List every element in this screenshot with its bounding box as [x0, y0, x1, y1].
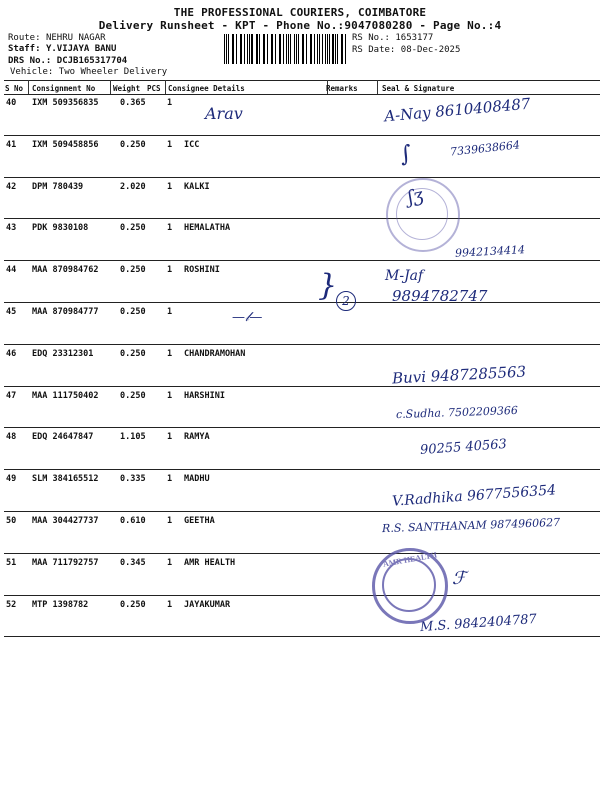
row-rule	[4, 344, 600, 345]
col-divider	[165, 80, 166, 94]
row-weight: 0.345	[120, 558, 146, 568]
row-sno: 50	[6, 516, 17, 526]
circular-stamp-faded	[386, 178, 460, 252]
rs-date-line: RS Date: 08-Dec-2025	[352, 45, 461, 55]
row-consignee: AMR HEALTH	[184, 558, 236, 568]
row-consignment: MAA 111750402	[32, 391, 99, 401]
circled-count-mark: 2	[336, 291, 356, 311]
row-sno: 44	[6, 265, 17, 275]
signature-48a: c.Sudha. 7502209366	[395, 403, 519, 422]
row-pcs: 1	[167, 349, 173, 359]
row-consignee: MADHU	[184, 474, 210, 484]
barcode	[224, 34, 348, 64]
row-rule	[4, 595, 600, 596]
company-title: THE PROFESSIONAL COURIERS, COIMBATORE	[173, 6, 427, 19]
row-weight: 1.105	[120, 432, 146, 442]
row-weight: 0.250	[120, 223, 146, 233]
row-rule	[4, 427, 600, 428]
signature-51: R.S. SANTHANAM 9874960627	[381, 515, 561, 536]
barcode-bar	[259, 34, 260, 64]
row-weight: 0.250	[120, 265, 146, 275]
row-consignee: KALKI	[184, 182, 210, 192]
row-weight: 0.250	[120, 600, 146, 610]
col-remarks: Remarks	[326, 84, 358, 93]
row-pcs: 1	[167, 140, 173, 150]
row-consignment: IXM 509356835	[32, 98, 99, 108]
signature-43: 9942134414	[454, 243, 526, 260]
row-consignment: PDK 9830108	[32, 223, 89, 233]
barcode-bar	[232, 34, 233, 64]
row-consignment: EDQ 23312301	[32, 349, 94, 359]
barcode-bar	[275, 34, 276, 64]
vehicle-line: Vehicle: Two Wheeler Delivery	[10, 67, 168, 77]
handwritten-name: Arav	[205, 104, 243, 123]
signature-50: V.Radhika 9677556354	[391, 482, 557, 510]
row-consignment: MAA 870984777	[32, 307, 99, 317]
row-consignee: HARSHINI	[184, 391, 225, 401]
rs-no-line: RS No.: 1653177	[352, 33, 434, 43]
col-divider	[28, 80, 29, 94]
col-consignment: Consignment No	[32, 84, 96, 93]
col-weight: Weight	[113, 84, 141, 93]
barcode-bar	[311, 34, 312, 64]
row-rule	[4, 553, 600, 554]
row-pcs: 1	[167, 265, 173, 275]
row-weight: 2.020	[120, 182, 146, 192]
col-divider	[110, 80, 111, 94]
row-pcs: 1	[167, 432, 173, 442]
row-consignment: MAA 870984762	[32, 265, 99, 275]
row-pcs: 1	[167, 391, 173, 401]
rs-no-value: 1653177	[395, 33, 434, 43]
row-weight: 0.250	[120, 391, 146, 401]
barcode-bar	[325, 34, 326, 64]
row-consignment: SLM 384165512	[32, 474, 99, 484]
row-pcs: 1	[167, 223, 173, 233]
row-sno: 46	[6, 349, 17, 359]
row-pcs: 1	[167, 516, 173, 526]
row-sno: 47	[6, 391, 17, 401]
vehicle-value: Two Wheeler Delivery	[58, 67, 168, 77]
row-rule	[4, 386, 600, 387]
row-rule	[4, 177, 600, 178]
barcode-bar	[298, 34, 299, 64]
barcode-bar	[319, 34, 320, 64]
barcode-bar	[267, 34, 268, 64]
row-rule	[4, 302, 600, 303]
signature-41: 7339638664	[449, 138, 521, 159]
row-sno: 48	[6, 432, 17, 442]
amr-health-stamp: AMR HEALTH	[372, 548, 448, 624]
row-consignment: IXM 509458856	[32, 140, 99, 150]
barcode-bar	[290, 34, 291, 64]
signature-41-mark: ∫	[398, 141, 414, 168]
col-divider	[377, 80, 378, 94]
drs-line: DRS No.: DCJB165317704	[8, 56, 128, 66]
row-sno: 40	[6, 98, 17, 108]
row-consignee: GEETHA	[184, 516, 215, 526]
handwritten-mark-45: —𝓁—	[232, 310, 263, 325]
signature-42-mark: ʃʒ	[405, 184, 426, 209]
row-weight: 0.250	[120, 140, 146, 150]
barcode-bar	[247, 34, 248, 64]
barcode-bar	[224, 34, 225, 64]
header-top-rule	[4, 80, 600, 81]
row-consignee: HEMALATHA	[184, 223, 231, 233]
row-rule	[4, 636, 600, 637]
route-value: NEHRU NAGAR	[45, 33, 106, 43]
barcode-bar	[244, 34, 245, 64]
row-consignee: ICC	[184, 140, 200, 150]
row-pcs: 1	[167, 307, 173, 317]
row-sno: 42	[6, 182, 17, 192]
row-consignment: MTP 1398782	[32, 600, 89, 610]
row-weight: 0.250	[120, 307, 146, 317]
row-pcs: 1	[167, 98, 173, 108]
row-weight: 0.250	[120, 349, 146, 359]
row-rule	[4, 511, 600, 512]
row-sno: 51	[6, 558, 17, 568]
row-consignee: CHANDRAMOHAN	[184, 349, 246, 359]
row-weight: 0.335	[120, 474, 146, 484]
row-consignee: ROSHINI	[184, 265, 220, 275]
row-sno: 49	[6, 474, 17, 484]
row-rule	[4, 260, 600, 261]
row-pcs: 1	[167, 558, 173, 568]
signature-52-mark: ℱ	[452, 568, 467, 589]
col-pcs: PCS	[147, 84, 161, 93]
runsheet-subtitle: Delivery Runsheet - KPT - Phone No.:9047080280 - Page No.:4	[98, 19, 502, 32]
bracket-mark: }	[318, 268, 338, 303]
signature-47: Buvi 9487285563	[391, 362, 527, 388]
row-sno: 43	[6, 223, 17, 233]
staff-value: Y.VIJAYA BANU	[45, 44, 117, 54]
col-seal: Seal & Signature	[382, 84, 455, 93]
signature-40: A-Nay 8610408487	[383, 94, 532, 126]
row-sno: 45	[6, 307, 17, 317]
row-consignee: JAYAKUMAR	[184, 600, 231, 610]
barcode-bar	[271, 34, 272, 64]
route-line: Route: NEHRU NAGAR	[8, 33, 106, 43]
barcode-bar	[335, 34, 336, 64]
row-consignment: EDQ 24647847	[32, 432, 94, 442]
row-rule	[4, 218, 600, 219]
row-sno: 52	[6, 600, 17, 610]
barcode-bar	[332, 34, 333, 64]
row-pcs: 1	[167, 600, 173, 610]
barcode-bar	[342, 34, 343, 64]
col-sno: S No	[5, 84, 24, 93]
barcode-bar	[306, 34, 307, 64]
barcode-bar	[233, 34, 234, 64]
barcode-bar	[294, 34, 295, 64]
row-rule	[4, 135, 600, 136]
row-weight: 0.610	[120, 516, 146, 526]
row-sno: 41	[6, 140, 17, 150]
signature-44: M-Jaf	[385, 268, 424, 284]
row-pcs: 1	[167, 182, 173, 192]
barcode-bar	[251, 34, 252, 64]
row-rule	[4, 469, 600, 470]
row-consignment: MAA 711792757	[32, 558, 99, 568]
header-bottom-rule	[4, 94, 600, 95]
row-consignee: RAMYA	[184, 432, 210, 442]
barcode-bar	[280, 34, 281, 64]
staff-line: Staff: Y.VIJAYA BANU	[8, 44, 117, 54]
signature-45: 9894782747	[392, 287, 488, 305]
row-consignment: MAA 304427737	[32, 516, 99, 526]
row-consignment: DPM 780439	[32, 182, 84, 192]
signature-48b: 90255 40563	[419, 436, 508, 459]
drs-value: DCJB165317704	[56, 56, 128, 66]
signature-52: M.S. 9842404787	[419, 611, 538, 636]
row-pcs: 1	[167, 474, 173, 484]
rs-date-value: 08-Dec-2025	[400, 45, 461, 55]
col-consignee: Consignee Details	[168, 84, 245, 93]
row-weight: 0.365	[120, 98, 146, 108]
